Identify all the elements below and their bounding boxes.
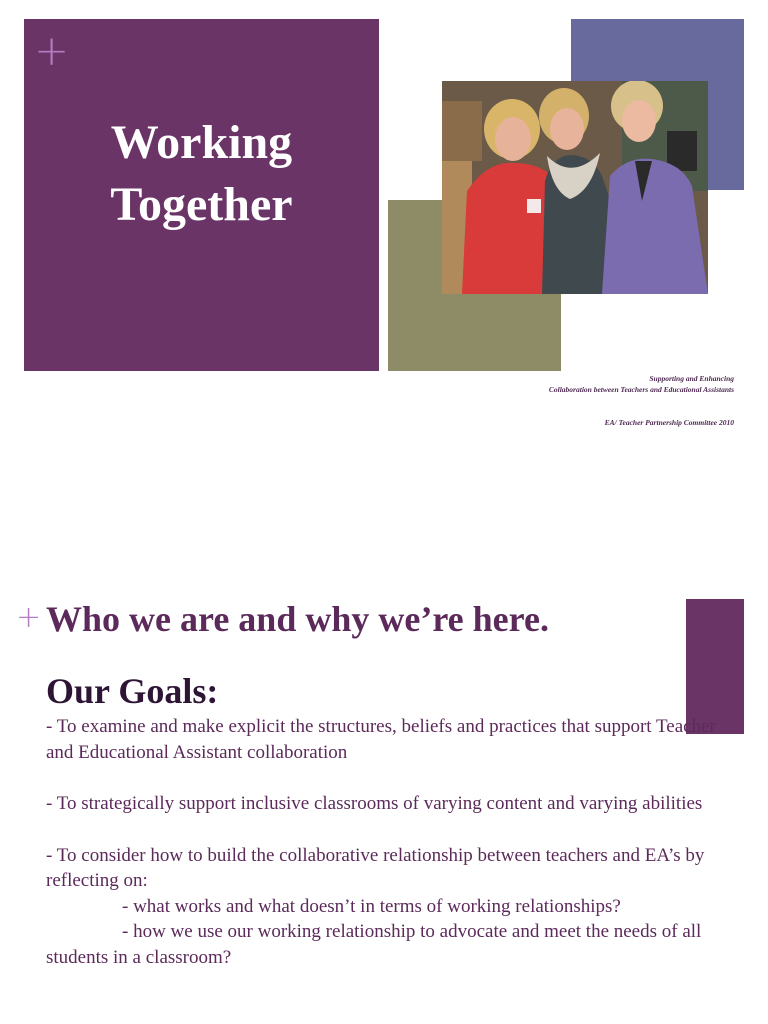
subtitle-line-2: Collaboration between Teachers and Educational Assistants: [548, 385, 734, 394]
goal-subitem: - how we use our working relationship to advocate and meet the needs of all students in a classroom?: [46, 921, 702, 968]
goal-item: - To examine and make explicit the structures, beliefs and practices that support Teacher and Educational Assistant collaboration: [46, 716, 716, 763]
goals-list: [46, 714, 736, 970]
committee-credit: EA/ Teacher Partnership Committee 2010: [604, 418, 734, 427]
goal-item: - To strategically support inclusive classrooms of varying content and varying abilities: [46, 793, 703, 814]
group-photo: [442, 81, 708, 294]
goal-item: - To consider how to build the collaborative relationship between teachers and EA’s by reflecting on:: [46, 844, 705, 891]
title-line-1: Working: [110, 116, 293, 169]
title-line-2: Together: [110, 178, 293, 231]
section-title: Who we are and why we’re here.: [46, 599, 549, 639]
slide-title: [24, 112, 379, 236]
plus-icon: +: [34, 26, 70, 75]
subtitle-line-1: Supporting and Enhancing: [649, 374, 734, 383]
plus-icon: +: [16, 600, 42, 635]
goals-heading: Our Goals:: [46, 671, 219, 711]
goal-subitem: - what works and what doesn’t in terms of working relationships?: [122, 895, 621, 917]
subtitle: [400, 373, 734, 395]
